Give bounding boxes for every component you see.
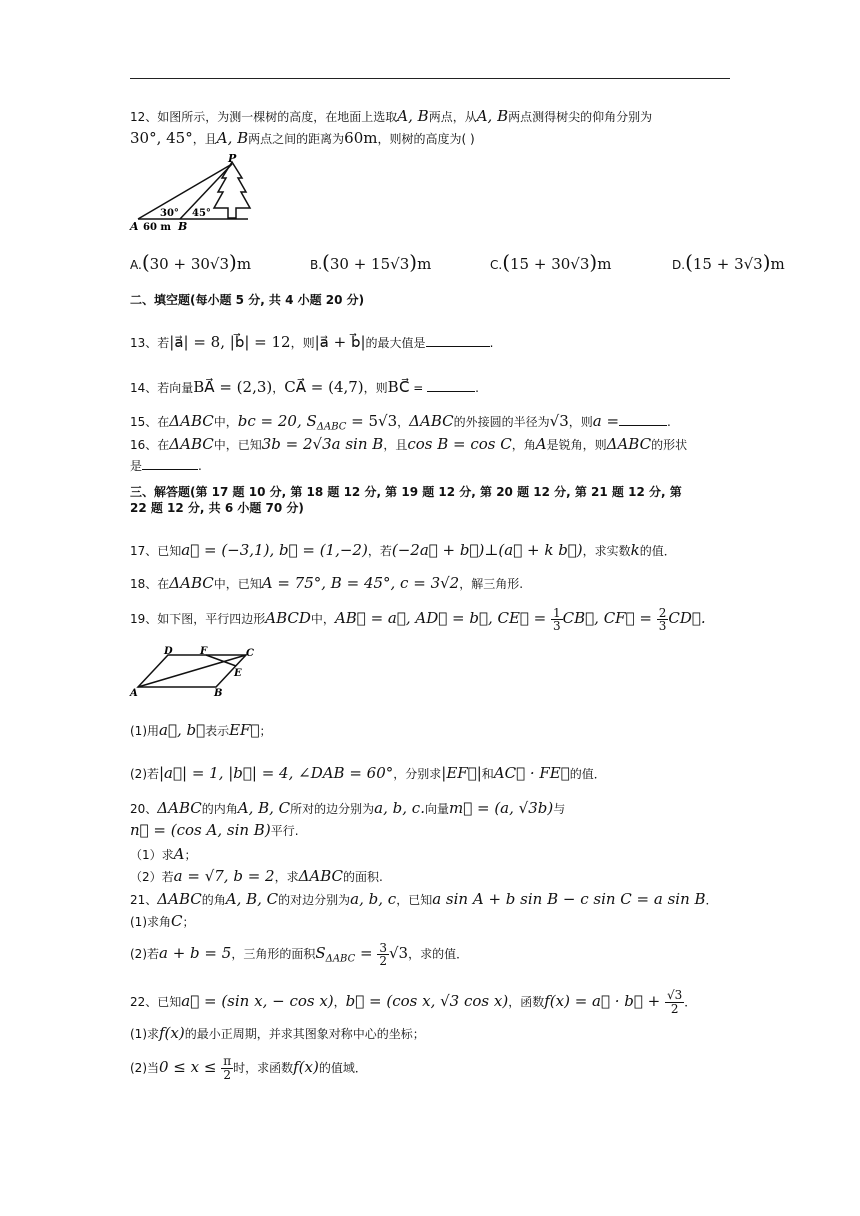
answer-blank[interactable] [619, 413, 667, 426]
option-label: D. [672, 258, 686, 272]
frac-den: 2 [379, 954, 387, 968]
text: ， [397, 415, 410, 429]
math: n⃗ = (cos A, sin B) [130, 821, 271, 839]
math-sub: ΔABC [325, 953, 356, 965]
text: 的对边分别为 [278, 893, 351, 907]
option-expr: 15 + 3√3 [692, 255, 763, 273]
section-2-title: 二、填空题(每小题 5 分, 共 4 小题 20 分) [130, 293, 365, 307]
text: (1)用 [130, 724, 159, 738]
option-D[interactable]: D.(15 + 3√3)m [672, 250, 785, 274]
q20-line2 [130, 820, 740, 841]
text: ，解三角形. [459, 577, 524, 591]
text: 时，求函数 [233, 1061, 294, 1075]
option-C[interactable]: C.(15 + 30√3)m [490, 250, 612, 274]
math: A [535, 435, 547, 453]
math: A, B, C [237, 799, 291, 817]
q22-part2 [130, 1052, 740, 1083]
math: ΔABC [169, 412, 214, 430]
text: ，角 [511, 438, 536, 452]
text: 13、若 [130, 336, 170, 350]
label-C: C [246, 648, 254, 659]
math-sub: ΔABC [316, 421, 347, 433]
q18 [130, 573, 740, 594]
label-45: 45° [192, 208, 211, 219]
text: 21、 [130, 893, 158, 907]
text: 与 [553, 802, 566, 816]
label-P: P [228, 152, 237, 165]
text: ，求 [274, 870, 299, 884]
text: 中， [213, 415, 238, 429]
frac-num: 1 [553, 606, 561, 620]
option-expr: 30 + 15√3 [329, 255, 410, 273]
text: 中，已知 [213, 438, 262, 452]
text: ，若 [367, 544, 392, 558]
text: ，则树的高度为( ) [377, 132, 475, 146]
q20-part1 [130, 844, 740, 865]
q20-line1 [130, 798, 740, 819]
q21-part1 [130, 911, 740, 932]
math: A = 75°, B = 45°, c = 3√2 [261, 574, 460, 592]
math: (−2a⃗ + b⃗)⊥(a⃗ + k b⃗) [391, 541, 583, 559]
text: = [409, 381, 428, 395]
math: |a⃗ + b⃗| [314, 333, 366, 351]
text: 的值域． [318, 1061, 367, 1075]
text: 的形状 [651, 438, 688, 452]
text: . [475, 381, 479, 395]
math: bc = 20, S [237, 412, 317, 430]
option-label: B. [310, 258, 323, 272]
text: 的值． [569, 767, 606, 781]
math: CA⃗ = (4,7) [284, 378, 364, 396]
text: 14、若向量 [130, 381, 194, 395]
label-B: B [214, 688, 223, 699]
math: AB⃗ = a⃗, AD⃗ = b⃗, CE⃗ = [334, 609, 552, 627]
math: CB⃗, CF⃗ = [562, 609, 657, 627]
math: CD⃗. [668, 609, 706, 627]
text: . [667, 415, 671, 429]
math: f(x) [293, 1058, 319, 1076]
answer-blank[interactable] [427, 379, 475, 392]
option-B[interactable]: B.(30 + 15√3)m [310, 250, 432, 274]
option-A[interactable]: A.(30 + 30√3)m [130, 250, 252, 274]
math: a, b, c. [374, 799, 425, 817]
label-30: 30° [160, 208, 179, 219]
math: ΔABC [157, 799, 202, 817]
frac-num: 3 [379, 941, 387, 955]
text: 的内角 [201, 802, 238, 816]
math: C [171, 912, 183, 930]
label-D: D [164, 646, 173, 657]
math: A [173, 845, 185, 863]
section-3-title-1: 三、解答题(第 17 题 10 分, 第 18 题 12 分, 第 19 题 12 分, 第 20 题 12 分, 第 21 题 12 分, 第 [130, 485, 682, 499]
option-label: A. [130, 258, 142, 272]
math: a = [592, 412, 620, 430]
math: cos B = cos C [407, 435, 512, 453]
text: 两点测得树尖的仰角分别为 [508, 110, 653, 124]
answer-blank[interactable] [426, 334, 490, 347]
label-E: E [234, 668, 242, 679]
text: 19、如下图，平行四边形 [130, 612, 266, 626]
q21-part2 [130, 938, 740, 974]
label-F: F [200, 646, 208, 657]
text: ． [684, 995, 697, 1009]
math: f(x) [159, 1024, 185, 1042]
q21-line1 [130, 889, 740, 910]
math: EF⃗ [229, 721, 260, 739]
math: ΔABC [169, 435, 214, 453]
math: f(x) = a⃗ · b⃗ + [544, 992, 666, 1010]
frac-num: √3 [667, 988, 683, 1002]
text: ，则 [363, 381, 388, 395]
text: ，求实数 [582, 544, 631, 558]
math: a = √7, b = 2 [173, 867, 275, 885]
section-3-title-2: 22 题 12 分, 共 6 小题 70 分) [130, 501, 304, 515]
option-unit: m [236, 255, 252, 273]
frac-den: 3 [553, 619, 561, 633]
math: BC⃗ [387, 378, 410, 396]
math: a, b, c [350, 890, 397, 908]
math: A, B [216, 129, 249, 147]
frac-den: 2 [670, 1002, 679, 1016]
parallelogram-figure [128, 645, 268, 700]
text: ，且 [383, 438, 408, 452]
math: √3 [549, 412, 569, 430]
option-label: C. [490, 258, 503, 272]
q16-line2 [130, 456, 740, 476]
math: ΔABC [157, 890, 202, 908]
label-A: A [130, 688, 138, 699]
label-60m: 60 m [143, 222, 171, 233]
text: 向量 [424, 802, 449, 816]
text: 两点之间的距离为 [248, 132, 345, 146]
math: a sin A + b sin B − c sin C = a sin B [432, 890, 706, 908]
math: a⃗, b⃗ [159, 721, 206, 739]
text: 的外接圆的半径为 [453, 415, 550, 429]
math: ΔABC [606, 435, 652, 453]
math: |a⃗| = 1, |b⃗| = 4, ∠DAB = 60° [159, 764, 394, 782]
label-A: A [130, 220, 139, 233]
text: 和 [481, 767, 494, 781]
q19-line1 [130, 605, 740, 632]
text: ，求的值． [408, 947, 469, 961]
text: ， [272, 381, 285, 395]
q17 [130, 540, 740, 561]
math: 3b = 2√3a sin B [261, 435, 384, 453]
text: 平行. [270, 824, 299, 838]
frac-den: 3 [658, 619, 667, 633]
text: ，三角形的面积 [231, 947, 316, 961]
q14 [130, 377, 740, 398]
text: 17、已知 [130, 544, 182, 558]
q19-part1 [130, 720, 740, 741]
text: （2）若 [130, 870, 174, 884]
math: k [630, 541, 640, 559]
q20-part2 [130, 866, 740, 887]
text: (1)求 [130, 1027, 159, 1041]
text: ； [182, 915, 195, 929]
text: 的最大值是 [365, 336, 426, 350]
math: 30°, 45° [130, 129, 193, 147]
text: 20、 [130, 802, 158, 816]
math: |a⃗| = 8, |b⃗| = 12 [169, 333, 291, 351]
text: 的角 [201, 893, 226, 907]
option-unit: m [417, 255, 432, 273]
q12-line2 [130, 128, 740, 149]
q22-line1 [130, 986, 740, 1017]
label-B: B [178, 220, 188, 233]
text: 16、在 [130, 438, 170, 452]
math: 0 ≤ x ≤ [159, 1058, 222, 1076]
math: 60m [344, 129, 378, 147]
text: (2)若 [130, 767, 159, 781]
text: 15、在 [130, 415, 170, 429]
option-unit: m [597, 255, 612, 273]
text: ，且 [192, 132, 217, 146]
math: a⃗ = (−3,1), b⃗ = (1,−2) [181, 541, 368, 559]
math: = 5√3 [346, 412, 398, 430]
q13 [130, 332, 740, 353]
text: ． [705, 893, 718, 907]
text: 的值． [639, 544, 676, 558]
text: ，已知 [396, 893, 433, 907]
math: a + b = 5 [159, 944, 232, 962]
frac-den: 2 [223, 1068, 231, 1082]
text: 是锐角，则 [546, 438, 607, 452]
text: (2)当 [130, 1061, 159, 1075]
answer-blank[interactable] [142, 457, 198, 470]
math: S [315, 944, 326, 962]
text: ，分别求 [393, 767, 442, 781]
text: 的最小正周期，并求其图象对称中心的坐标； [184, 1027, 425, 1041]
math: |EF⃗| [441, 764, 482, 782]
math: A, B [397, 107, 429, 125]
frac-num: π [223, 1054, 232, 1068]
text: ； [259, 724, 272, 738]
text: 中，已知 [213, 577, 262, 591]
math: ΔABC [409, 412, 454, 430]
text: 表示 [205, 724, 230, 738]
math: a⃗ = (sin x, − cos x) [181, 992, 334, 1010]
text: 22、已知 [130, 995, 182, 1009]
text: 两点，从 [428, 110, 477, 124]
text: （1）求 [130, 848, 174, 862]
text: . [198, 459, 202, 473]
math: BA⃗ = (2,3) [193, 378, 273, 396]
math: = [355, 944, 378, 962]
text: 的面积. [343, 870, 383, 884]
math: ABCD [265, 609, 311, 627]
option-expr: 30 + 30√3 [149, 255, 230, 273]
option-unit: m [770, 255, 785, 273]
text: ， [333, 995, 346, 1009]
math: ΔABC [169, 574, 214, 592]
q19-part2 [130, 763, 740, 784]
math: m⃗ = (a, √3b) [448, 799, 554, 817]
frac-num: 2 [658, 606, 667, 620]
option-expr: 15 + 30√3 [510, 255, 590, 273]
text: 是 [130, 459, 143, 473]
math: A, B [476, 107, 509, 125]
text: (2)若 [130, 947, 159, 961]
math: AC⃗ · FE⃗ [493, 764, 570, 782]
math: √3 [389, 944, 409, 962]
q12-line1 [130, 106, 740, 127]
text: 中， [310, 612, 335, 626]
text: . [489, 336, 494, 350]
q22-part1 [130, 1023, 740, 1044]
math: A, B, C [225, 890, 279, 908]
text: ，则 [568, 415, 593, 429]
tree-figure [128, 152, 253, 236]
text: ，则 [290, 336, 315, 350]
text: 18、在 [130, 577, 170, 591]
math: b⃗ = (cos x, √3 cos x) [345, 992, 509, 1010]
text: 所对的边分别为 [290, 802, 375, 816]
text: ； [184, 848, 197, 862]
text: 12、如图所示，为测一棵树的高度，在地面上选取 [130, 110, 398, 124]
q16-line1 [130, 434, 740, 455]
math: ΔABC [298, 867, 344, 885]
header-rule [130, 78, 730, 79]
text: ，函数 [508, 995, 545, 1009]
text: (1)求角 [130, 915, 171, 929]
